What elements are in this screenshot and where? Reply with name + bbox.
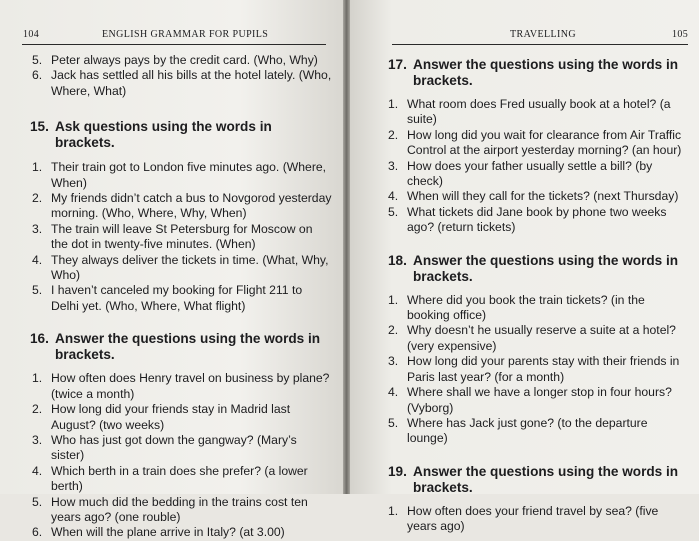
list-item: 3. How does your father usually settle a bill? (by check): [388, 158, 653, 189]
list-item: 5. How much did the bedding in the trains cost ten years ago? (one rouble): [32, 494, 308, 524]
right-page: [350, 0, 699, 534]
list-item: 3. Who has just got down the gangway? (Mary’s sister): [32, 432, 297, 463]
left-content: [32, 53, 332, 541]
exercise-19-heading: 19. Answer the questions using the words in brackets.: [388, 463, 679, 495]
list-item: 1. Where did you book the train tickets? (in the booking office): [388, 292, 645, 323]
page-number-left: 104: [23, 29, 40, 40]
header-rule-left: [22, 44, 326, 45]
list-item: 2. How long did your friends stay in Madrid last August? (two weeks): [32, 402, 291, 432]
list-item: 5. Peter always pays by the credit card. (Who, Why): [32, 53, 318, 67]
exercise-17-heading: 17. Answer the questions using the words in brackets.: [388, 57, 679, 88]
list-item: 4. They always deliver the tickets in time. (What, Why, Who): [32, 252, 329, 283]
running-title-right: TRAVELLING: [510, 29, 577, 40]
list-item: 2. How long did you wait for clearance from Air Traffic Control at the airport yesterday morning? (an hour): [388, 127, 682, 158]
list-item: 5. Where has Jack just gone? (to the departure lounge): [388, 415, 648, 446]
list-item: 4. Which berth in a train does she prefer? (a lower berth): [32, 463, 308, 494]
list-item: 6. Jack has settled all his bills at the hotel lately. (Who, Where, What): [32, 68, 332, 98]
list-item: 3. The train will leave St Petersburg for Moscow on the dot in twenty-five minutes. (When): [32, 221, 313, 252]
book-gutter: [343, 0, 350, 494]
exercise-15-heading: 15. Ask questions using the words in brackets.: [30, 119, 272, 151]
right-content: [388, 57, 690, 535]
exercise-16-heading: 16. Answer the questions using the words in brackets.: [30, 331, 321, 363]
list-item: 4. Where shall we have a longer stop in four hours? (Vyborg): [388, 385, 672, 415]
exercise-18-heading: 18. Answer the questions using the words in brackets.: [388, 252, 679, 284]
running-title-left: ENGLISH GRAMMAR FOR PUPILS: [102, 29, 269, 40]
list-item: 2. My friends didn’t catch a bus to Novgorod yesterday morning. (Who, Where, Why, When): [32, 191, 332, 221]
list-item: 2. Why doesn’t he usually reserve a suite at a hotel? (very expensive): [388, 323, 676, 353]
page-number-right: 105: [672, 29, 689, 40]
list-item: 3. How long did your parents stay with their friends in Paris last year? (for a month): [388, 354, 680, 384]
list-item: 1. What room does Fred usually book at a hotel? (a suite): [388, 97, 671, 127]
list-item: 5. What tickets did Jane book by phone two weeks ago? (return tickets): [388, 204, 667, 235]
list-item: 1. Their train got to London five minutes ago. (Where, When): [32, 160, 327, 190]
left-page: [0, 0, 343, 540]
list-item: 1. How often does your friend travel by sea? (five years ago): [388, 503, 659, 534]
list-item: 1. How often does Henry travel on business by plane? (twice a month): [32, 371, 330, 401]
list-item: 6. When will the plane arrive in Italy? (at 3.00): [32, 525, 285, 540]
header-rule-right: [392, 44, 688, 45]
list-item: 5. I haven’t canceled my booking for Flight 211 to Delhi yet. (Who, Where, What flight): [32, 283, 303, 313]
list-item: 4. When will they call for the tickets? (next Thursday): [388, 189, 679, 204]
